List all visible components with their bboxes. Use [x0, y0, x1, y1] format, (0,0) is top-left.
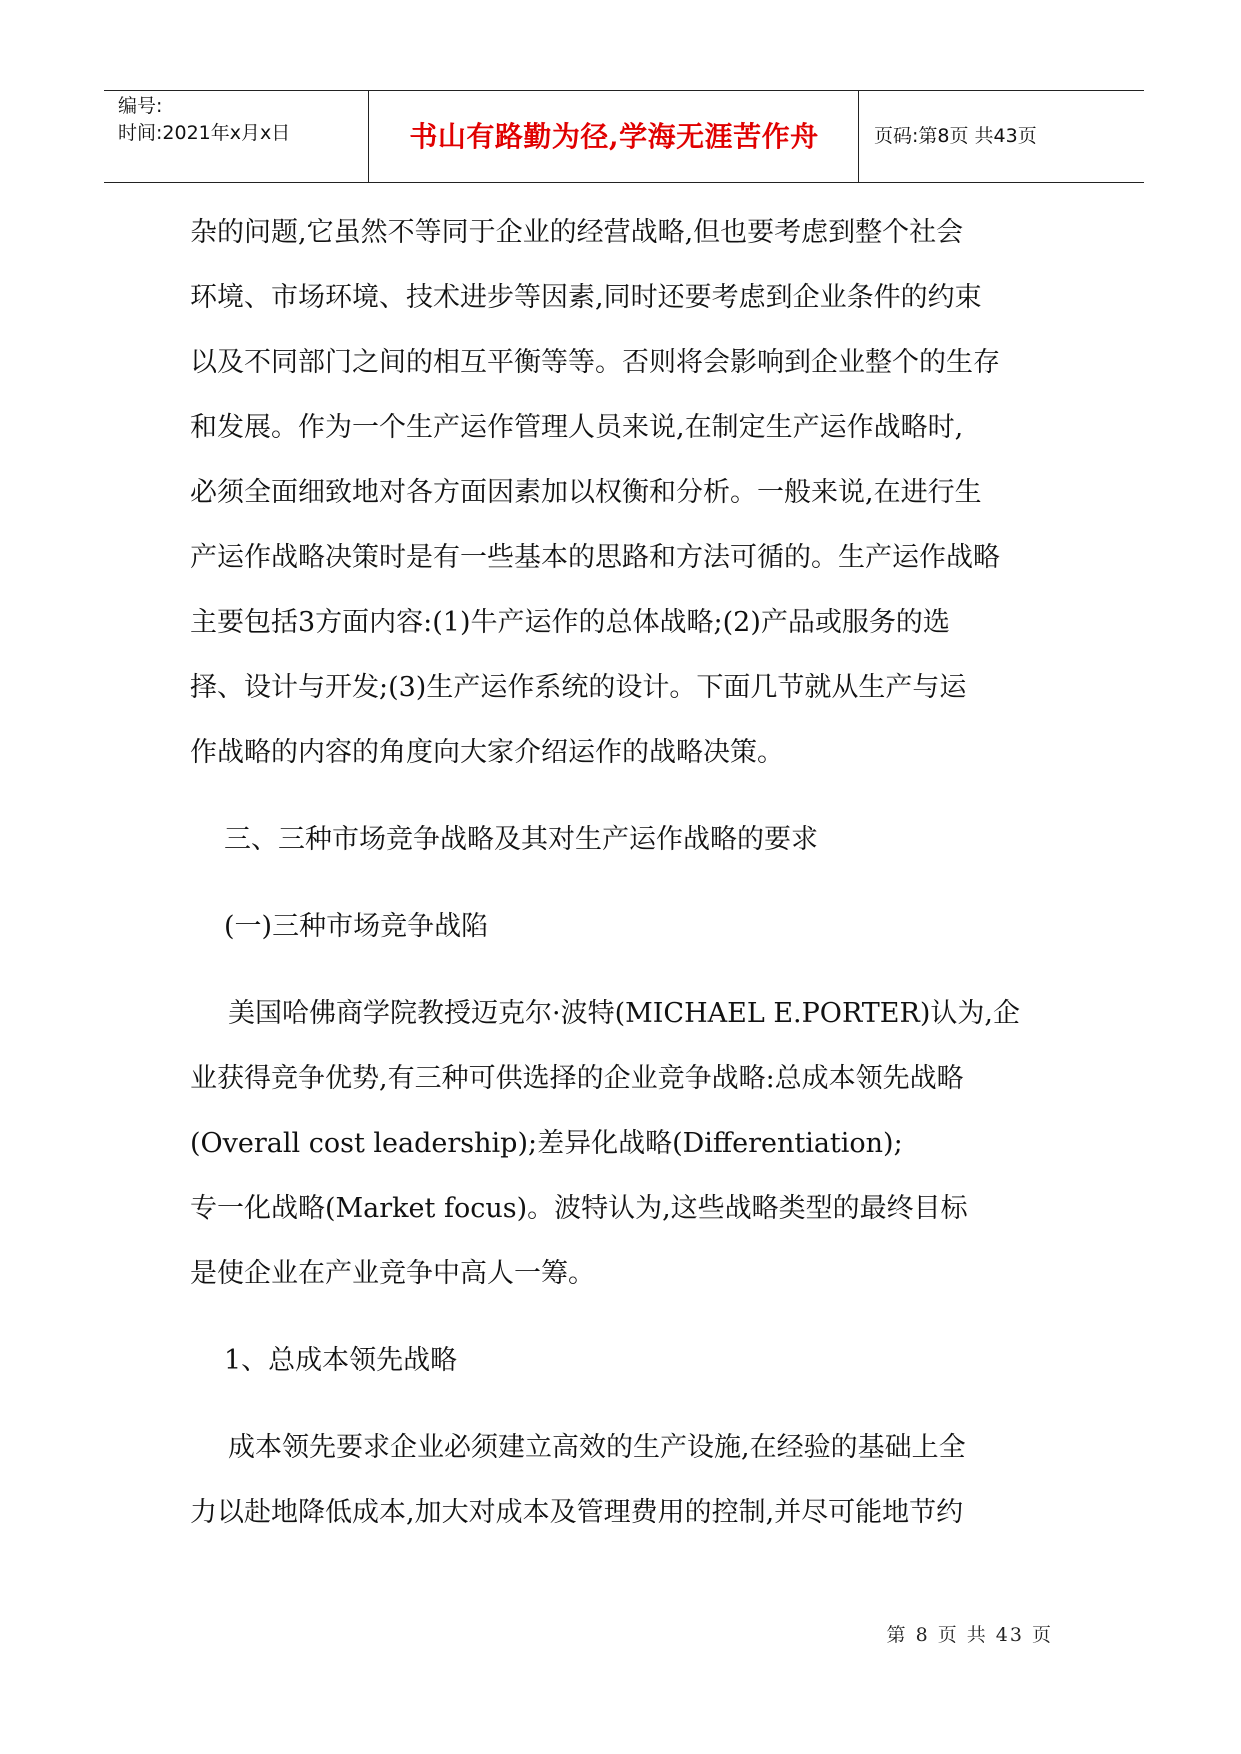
text-line: 专一化战略(Market focus)。波特认为,这些战略类型的最终目标 [190, 1193, 968, 1224]
document-body [190, 200, 1070, 1545]
paragraph-porter-strategies [190, 981, 1070, 1306]
subheading-cost-leadership: 1、总成本领先战略 [224, 1345, 458, 1376]
text-line: 是使企业在产业竞争中高人一筹。 [190, 1258, 595, 1289]
text-line: 和发展。作为一个生产运作管理人员来说,在制定生产运作战略时, [190, 412, 964, 443]
text-line: (Overall cost leadership);差异化战略(Differentiation); [190, 1128, 903, 1159]
text-line: 必须全面细致地对各方面因素加以权衡和分析。一般来说,在进行生 [190, 477, 982, 508]
text-line: 主要包括3方面内容:(1)牛产运作的总体战略;(2)产品或服务的选 [190, 607, 950, 638]
paragraph-operations-strategy [190, 200, 1070, 785]
text-line: 美国哈佛商学院教授迈克尔·波特(MICHAEL E.PORTER)认为,企 [228, 998, 1020, 1029]
text-line: 环境、市场环境、技术进步等因素,同时还要考虑到企业条件的约束 [190, 282, 982, 313]
text-line: 产运作战略决策时是有一些基本的思路和方法可循的。生产运作战略 [190, 542, 1000, 573]
text-line: 杂的问题,它虽然不等同于企业的经营战略,但也要考虑到整个社会 [190, 217, 964, 248]
header-motto: 书山有路勤为径,学海无涯苦作舟 [409, 120, 819, 153]
header-page-info: 页码:第8页 共43页 [874, 125, 1037, 147]
text-line: 成本领先要求企业必须建立高效的生产设施,在经验的基础上全 [228, 1432, 966, 1463]
document-time-label: 时间:2021年x月x日 [118, 122, 291, 144]
page-footer: 第 8 页 共 43 页 [886, 1624, 1053, 1646]
text-line: 以及不同部门之间的相互平衡等等。否则将会影响到企业整个的生存 [190, 347, 1000, 378]
text-line: 作战略的内容的角度向大家介绍运作的战略决策。 [190, 737, 784, 768]
page-header [104, 90, 1144, 183]
header-divider [368, 91, 369, 182]
header-meta [118, 93, 290, 147]
text-line: 业获得竞争优势,有三种可供选择的企业竞争战略:总成本领先战略 [190, 1063, 964, 1094]
subsection-heading: (一)三种市场竞争战陷 [224, 911, 489, 942]
section-heading: 三、三种市场竞争战略及其对生产运作战略的要求 [224, 824, 818, 855]
document-number-label: 编号: [118, 95, 163, 117]
text-line: 择、设计与开发;(3)生产运作系统的设计。下面几节就从生产与运 [190, 672, 967, 703]
paragraph-cost-leadership [190, 1415, 1070, 1545]
text-line: 力以赴地降低成本,加大对成本及管理费用的控制,并尽可能地节约 [190, 1497, 964, 1528]
header-divider [858, 91, 859, 182]
